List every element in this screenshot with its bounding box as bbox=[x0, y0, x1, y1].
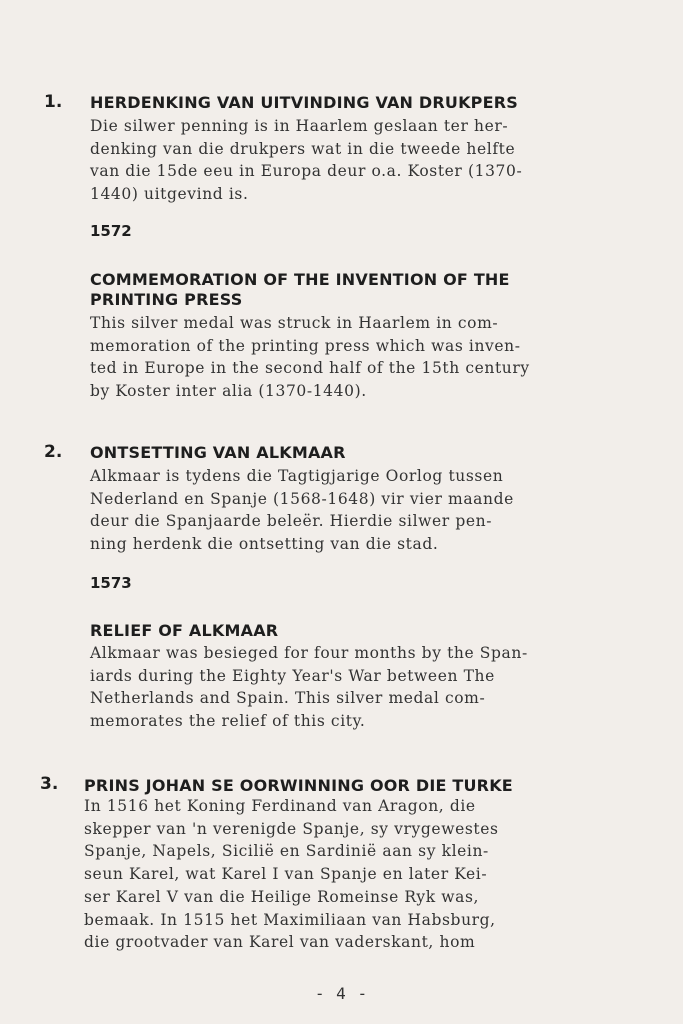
text-line: This silver medal was struck in Haarlem in com- bbox=[90, 314, 499, 332]
entry-2-year: 1573 bbox=[90, 574, 132, 592]
text-line: memorates the relief of this city. bbox=[90, 712, 366, 731]
text-line: iards during the Eighty Year's War between The bbox=[90, 666, 495, 685]
entry-3-number: 3. bbox=[40, 774, 59, 794]
text-line: by Koster inter alia (1370-1440). bbox=[90, 382, 367, 401]
text-line: Nederland en Spanje (1568-1648) vir vier maande bbox=[90, 489, 514, 508]
heading-line: COMMEMORATION OF THE INVENTION OF THE bbox=[90, 270, 510, 289]
entry-1-heading-afrikaans: HERDENKING VAN UITVINDING VAN DRUKPERS bbox=[90, 93, 518, 112]
text-line: 1440) uitgevind is. bbox=[90, 185, 249, 204]
text-line: skepper van 'n verenigde Spanje, sy vrygewestes bbox=[84, 819, 499, 838]
text-line: Spanje, Napels, Sicilië en Sardinië aan sy klein- bbox=[84, 842, 489, 861]
text-line: denking van die drukpers wat in die tweede helfte bbox=[90, 139, 516, 158]
text-line: Alkmaar was besieged for four months by the Span- bbox=[90, 644, 528, 662]
text-line: ted in Europe in the second half of the 15th century bbox=[90, 359, 530, 378]
entry-2-number: 2. bbox=[44, 442, 63, 462]
text-line: Netherlands and Spain. This silver medal com- bbox=[90, 689, 486, 708]
text-line: Alkmaar is tydens die Tagtigjarige Oorlog tussen bbox=[90, 467, 504, 485]
page-number: - 4 - bbox=[314, 984, 369, 1003]
entry-1-year: 1572 bbox=[90, 222, 132, 240]
text-line: ning herdenk die ontsetting van die stad. bbox=[90, 535, 439, 554]
entry-1-text-english bbox=[90, 312, 635, 403]
text-line: deur die Spanjaarde beleër. Hierdie silwer pen- bbox=[90, 512, 493, 531]
text-line: In 1516 het Koning Ferdinand van Aragon, die bbox=[84, 797, 476, 815]
text-line: ser Karel V van die Heilige Romeinse Ryk was, bbox=[84, 887, 480, 906]
entry-2-text-english bbox=[90, 642, 635, 733]
text-line: bemaak. In 1515 het Maximiliaan van Habsburg, bbox=[84, 910, 496, 929]
text-line: van die 15de eeu in Europa deur o.a. Koster (1370- bbox=[90, 162, 523, 181]
entry-1-heading-english bbox=[90, 270, 630, 310]
entry-3-heading-afrikaans: PRINS JOHAN SE OORWINNING OOR DIE TURKE bbox=[84, 776, 513, 795]
entry-3-text-afrikaans bbox=[84, 795, 629, 954]
entry-2-heading-english: RELIEF OF ALKMAAR bbox=[90, 621, 279, 640]
text-line: seun Karel, wat Karel I van Spanje en later Kei- bbox=[84, 865, 488, 884]
entry-2-heading-afrikaans: ONTSETTING VAN ALKMAAR bbox=[90, 443, 346, 462]
entry-1-number: 1. bbox=[44, 92, 63, 112]
text-line: Die silwer penning is in Haarlem geslaan ter her- bbox=[90, 117, 509, 135]
heading-line: PRINTING PRESS bbox=[90, 290, 243, 309]
text-line: memoration of the printing press which was inven- bbox=[90, 336, 521, 355]
entry-2-text-afrikaans bbox=[90, 465, 635, 556]
entry-1-text-afrikaans bbox=[90, 115, 635, 206]
text-line: die grootvader van Karel van vaderskant, hom bbox=[84, 933, 476, 952]
